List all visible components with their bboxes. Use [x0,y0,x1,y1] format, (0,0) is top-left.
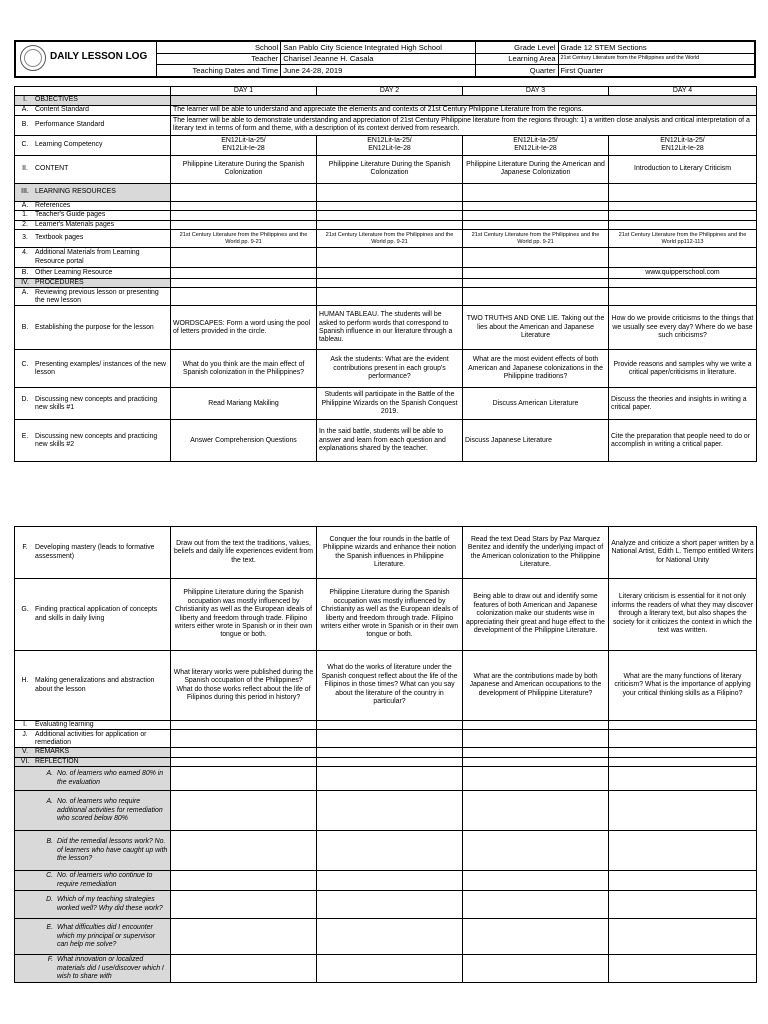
concepts2-day-1: Answer Comprehension Questions [171,420,317,462]
document-title: DAILY LESSON LOG [50,51,148,62]
concepts1-day-1: Read Mariang Makiling [171,388,317,420]
teacher-label: Teacher [156,53,281,65]
concepts2-day-4: Cite the preparation that people need to do or accomplish in writing a critical paper. [609,420,757,462]
reflection-item-a1: A. No. of learners who earned 80% in the evaluation [15,767,171,791]
quarter-label: Quarter [475,65,558,77]
teacher-value: Charisel Jeanne H. Casala [281,53,476,65]
textbook-day-3: 21st Century Literature from the Philippines and the World pp. 9-21 [463,230,609,248]
examples-day-3: What are the most evident effects of both American and Japanese colonizations in the Philippine traditions? [463,350,609,388]
reflection-item-c: C. No. of learners who continue to require remediation [15,871,171,891]
competency-day-4: EN12Lit-Ia-25/ EN12Lit-Ie-28 [609,135,757,155]
examples-day-2: Ask the students: What are the evident contributions present in each group's performance? [317,350,463,388]
content-day-1: Philippine Literature During the Spanish Colonization [171,155,317,183]
objectives-label: I. OBJECTIVES [15,96,171,105]
generalization-day-4: What are the many functions of literary criticism? What is the importance of applying your critical thinking skills as a Filipino? [609,651,757,721]
examples-day-1: What do you think are the main effect of Spanish colonization in the Philippines? [171,350,317,388]
procedures-label: IV. PROCEDURES [15,279,171,288]
new-concepts-2-label: E. Discussing new concepts and practicing new skills #2 [15,420,171,462]
concepts2-day-2: In the said battle, students will be able to answer and learn from each question and explanations shared by the teacher. [317,420,463,462]
purpose-day-3: TWO TRUTHS AND ONE LIE. Taking out the lies about the American and Japanese Literature [463,306,609,350]
reflection-item-d: D. Which of my teaching strategies worked well? Why did these work? [15,891,171,919]
lesson-plan-table-part-2 [14,526,757,983]
dates-value: June 24-28, 2019 [281,65,476,77]
day-header-4: DAY 4 [609,87,757,96]
day-header-3: DAY 3 [463,87,609,96]
school-label: School [156,42,281,54]
deped-seal-icon [20,45,46,71]
quarter-value: First Quarter [558,65,754,77]
learning-area-label: Learning Area [475,53,558,65]
new-concepts-1-label: D. Discussing new concepts and practicing new skills #1 [15,388,171,420]
additional-activities-label: J. Additional activities for application or remediation [15,730,171,748]
competency-day-1: EN12Lit-Ia-25/ EN12Lit-Ie-28 [171,135,317,155]
dates-label: Teaching Dates and Time [156,65,281,77]
school-value: San Pablo City Science Integrated High School [281,42,476,54]
content-standard-label: A. Content Standard [15,105,171,115]
day-header-2: DAY 2 [317,87,463,96]
purpose-label: B. Establishing the purpose for the lesson [15,306,171,350]
other-resources-label: B. Other Learning Resource [15,268,171,279]
learning-area-value: 21st Century Literature from the Philippines and the World [558,53,754,65]
learners-materials-label: 2. Learner's Materials pages [15,220,171,229]
grade-level-label: Grade Level [475,42,558,54]
application-day-4: Literary criticism is essential for it not only informs the readers of what they may discover through a literary text, but also shapes the society for it criticizes the context in which the text was written. [609,579,757,651]
content-label: II. CONTENT [15,155,171,183]
application-day-2: Philippine Literature during the Spanish occupation was mostly influenced by Christianity as well as the European ideals of liberty and freedom through trade. Filipino writers either wrote in Spanish or in their own tongue or both. [317,579,463,651]
concepts1-day-2: Students will participate in the Battle of the Philippine Wizards on the Spanish Conquest 2019. [317,388,463,420]
additional-materials-label: 4. Additional Materials from Learning Resource portal [15,248,171,268]
content-day-3: Philippine Literature During the American and Japanese Colonization [463,155,609,183]
performance-standard-text: The learner will be able to demonstrate understanding and appreciation of 21st Century Philippine literature from the regions through: 1) a written close analysis and critical interpretation of a literary text in terms of form and theme, with a description of its context derived from research. [171,115,757,135]
examples-day-4: Provide reasons and samples why we write a critical paper/criticisms in literature. [609,350,757,388]
generalizations-label: H. Making generalizations and abstraction about the lesson [15,651,171,721]
references-label: A. References [15,201,171,210]
header-block [14,40,756,78]
header-logo-cell [16,42,157,77]
reflection-item-e: E. What difficulties did I encounter which my principal or supervisor can help me solve? [15,919,171,955]
mastery-day-3: Read the text Dead Stars by Paz Marquez Benitez and identify the underlying impact of the American colonization to the Philippine Literature. [463,527,609,579]
content-day-4: Introduction to Literary Criticism [609,155,757,183]
practical-application-label: G. Finding practical application of concepts and skills in daily living [15,579,171,651]
learning-competency-label: C. Learning Competency [15,135,171,155]
mastery-day-1: Draw out from the text the traditions, values, beliefs and daily life experiences evident from the text. [171,527,317,579]
generalization-day-2: What do the works of literature under the Spanish conquest reflect about the life of the Filipinos in those times? What can you say about the literature of the country in particular? [317,651,463,721]
textbook-day-1: 21st Century Literature from the Philippines and the World pp. 9-21 [171,230,317,248]
other-resources-day-4: www.quipperschool.com [609,268,757,279]
concepts1-day-4: Discuss the theories and insights in writing a critical paper. [609,388,757,420]
competency-day-3: EN12Lit-Ia-25/ EN12Lit-Ie-28 [463,135,609,155]
concepts2-day-3: Discuss Japanese Literature [463,420,609,462]
mastery-day-4: Analyze and criticize a short paper written by a National Artist, Edith L. Tiempo entitled Writers for National Unity [609,527,757,579]
reflection-item-f: F. What innovation or localized materials did I use/discover which I wish to share with [15,955,171,983]
day-header-blank [15,87,171,96]
generalization-day-3: What are the contributions made by both Japanese and American occupations to the development of Philippine Literature? [463,651,609,721]
content-standard-text: The learner will be able to understand and appreciate the elements and contexts of 21st Century Philippine Literature from the regions. [171,105,757,115]
textbook-day-4: 21st Century Literature from the Philippines and the World pp112-113 [609,230,757,248]
textbook-pages-label: 3. Textbook pages [15,230,171,248]
teachers-guide-label: 1. Teacher's Guide pages [15,211,171,220]
reflection-label: VI. REFLECTION [15,757,171,766]
remarks-label: V. REMARKS [15,748,171,757]
lesson-plan-table-part-1 [14,86,757,462]
concepts1-day-3: Discuss American Literature [463,388,609,420]
mastery-day-2: Conquer the four rounds in the battle of Philippine wizards and enhance their notion the Spanish influences in Philippine Literature. [317,527,463,579]
performance-standard-label: B. Performance Standard [15,115,171,135]
application-day-3: Being able to draw out and identify some features of both American and Japanese colonization make our students wise in appreciating their great and huge effect to the development of the Philippine Literature. [463,579,609,651]
day-header-1: DAY 1 [171,87,317,96]
developing-mastery-label: F. Developing mastery (leads to formative assessment) [15,527,171,579]
presenting-examples-label: C. Presenting examples/ instances of the new lesson [15,350,171,388]
reviewing-label: A. Reviewing previous lesson or presenting the new lesson [15,288,171,306]
learning-resources-label: III. LEARNING RESOURCES [15,183,171,201]
content-day-2: Philippine Literature During the Spanish Colonization [317,155,463,183]
application-day-1: Philippine Literature during the Spanish occupation was mostly influenced by Christianity as well as the European ideals of liberty and freedom through trade. Filipino writers either wrote in Spanish or in their own tongue or both. [171,579,317,651]
generalization-day-1: What literary works were published during the Spanish occupation of the Philippines? What do those works reflect about the life of Filipinos during this period in history? [171,651,317,721]
grade-level-value: Grade 12 STEM Sections [558,42,754,54]
evaluating-label: I. Evaluating learning [15,721,171,730]
purpose-day-1: WORDSCAPES: Form a word using the pool of letters provided in the circle. [171,306,317,350]
purpose-day-4: How do we provide criticisms to the things that we usually see every day? Where do we base such criticisms? [609,306,757,350]
textbook-day-2: 21st Century Literature from the Philippines and the World pp. 9-21 [317,230,463,248]
reflection-item-b: B. Did the remedial lessons work? No. of learners who have caught up with the lesson? [15,831,171,871]
competency-day-2: EN12Lit-Ia-25/ EN12Lit-Ie-28 [317,135,463,155]
reflection-item-a2: A. No. of learners who require additional activities for remediation who scored below 80% [15,791,171,831]
purpose-day-2: HUMAN TABLEAU. The students will be asked to perform words that correspond to Spanish influence in our literature through a tableau. [317,306,463,350]
